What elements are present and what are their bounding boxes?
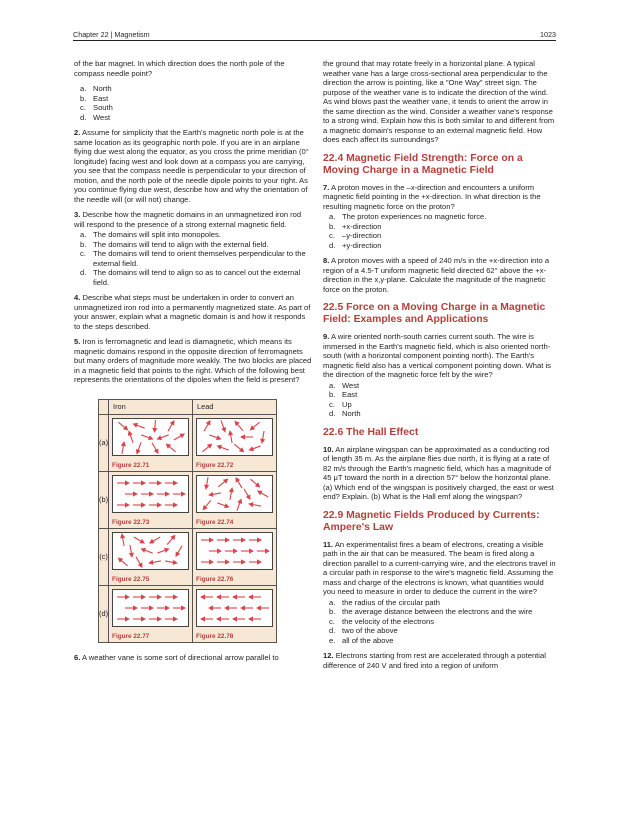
choice: b. The domains will tend to align with the external field. xyxy=(80,239,269,249)
dipole-arrow xyxy=(248,616,261,621)
question-12: 12. Electrons starting from rest are accelerated through a potential difference of 240 V and fired into a region of uniform xyxy=(323,651,546,670)
choice: a. The domains will split into monopoles. xyxy=(80,230,221,239)
dipole-arrow xyxy=(157,491,170,496)
dipole-arrow xyxy=(125,491,138,496)
dipole-arrow xyxy=(240,434,253,439)
choice: d. two of the above xyxy=(329,626,398,635)
dipole-arrow xyxy=(157,546,171,555)
dipole-arrow xyxy=(233,419,245,432)
choice: c. South xyxy=(80,103,113,112)
dipole-arrow xyxy=(217,476,230,488)
dipole-arrow xyxy=(249,477,262,489)
dipole-arrow xyxy=(117,420,130,432)
right-column xyxy=(323,59,557,670)
dipole-arrow xyxy=(126,429,135,443)
dipole-arrow xyxy=(242,487,253,501)
dipole-arrow xyxy=(156,432,170,441)
chapter-header: Chapter 22 | Magnetism xyxy=(73,30,150,39)
dipole-arrow xyxy=(201,441,214,453)
question-3-choices xyxy=(74,230,312,287)
left-column xyxy=(74,59,312,662)
row-label: (c) xyxy=(99,528,109,585)
figure-caption: Figure 22.73 xyxy=(112,518,150,526)
dipole-arrow xyxy=(224,605,237,610)
question-8: 8. A proton moves with a speed of 240 m/s in the +x-direction into a region of a 4.5-T uniform magnetic field directed 62° above the +x-direction in the x,y-plane. Calculate the magnitude of the magnetic force on the proton. xyxy=(323,256,550,294)
figure-cell xyxy=(193,528,277,585)
choice: e. all of the above xyxy=(329,635,394,645)
dipole-arrow xyxy=(248,420,261,432)
choice: a. The proton experiences no magnetic force. xyxy=(329,212,487,221)
choice: c. The domains will tend to orient themselves perpendicular to the external field. xyxy=(80,249,306,268)
dipole-arrow xyxy=(173,431,187,442)
dipole-arrow xyxy=(201,559,214,564)
dipole-arrow xyxy=(233,559,246,564)
dipole-arrow xyxy=(165,480,178,485)
row-label: (b) xyxy=(99,471,109,528)
dipole-arrow xyxy=(148,558,162,565)
question-11: 11. An experimentalist fires a beam of electrons, creating a visible path in the air that can be measured. The beam is fired along a direction parallel to a current-carrying wire, and the electrons travel in a circular path in response to the wire's magnetic field. Assuming the mass and charge of the electrons is known, what quantities would you need to measure in order to deduce the current in the wire? xyxy=(323,539,556,596)
section-heading-22-6: 22.6 The Hall Effect xyxy=(323,426,419,438)
choice: a. the radius of the circular path xyxy=(329,597,440,607)
dipole-arrow xyxy=(149,480,162,485)
lead-column-header: Lead xyxy=(193,399,277,414)
dipole-arrow xyxy=(248,443,262,452)
dipole-arrow xyxy=(201,498,213,511)
dipole-arrow xyxy=(202,419,213,432)
question-6: 6. A weather vane is some sort of directional arrow parallel to xyxy=(74,652,279,662)
dipole-arrow xyxy=(133,616,146,621)
section-heading-22-9: 22.9 Magnetic Fields Produced by Currents: Ampere's Law xyxy=(323,509,540,533)
question-10: 10. An airplane wingspan can be approximated as a conducting rod of length 35 m. As the airplane flies due north, it is flying at a rate of 82 m/s through the Earth's magnetic field, which has a magnitude of 45 μT toward the north in a direction 57° below the horizontal plane. (a) Which end of the wingspan is positively charged, the east or west end? Explain. (b) What is the Hall emf along the wingspan? xyxy=(323,444,554,501)
dipole-arrow xyxy=(119,440,126,454)
dipole-arrow xyxy=(217,500,231,509)
question-11-choices xyxy=(323,598,557,646)
dipole-arrow xyxy=(233,476,244,489)
question-1-text: of the bar magnet. In which direction does the north pole of the compass needle point? xyxy=(74,59,285,78)
dipole-arrow xyxy=(134,441,143,455)
figure-cell xyxy=(193,471,277,528)
dipole-arrow xyxy=(200,594,213,599)
question-2: 2. Assume for simplicity that the Earth's magnetic north pole is at the same location as its geographic north pole. If you are in an airplane flying due west along the equator, as you cross the prime meridian (0° longitude) facing west and look down at a compass you are carrying, you see that the compass needle is perpendicular to your direction of motion, and the north pole of the needle dipole points to your right. As you continue flying due west, describe how and why the orientation of the needle will (or will not) change. xyxy=(74,128,309,204)
dipole-arrow xyxy=(225,548,238,553)
choice: d. West xyxy=(80,112,111,122)
row-label: (d) xyxy=(99,585,109,642)
dipole-arrow xyxy=(208,490,222,497)
figure-caption: Figure 22.71 xyxy=(112,461,150,469)
dipole-arrow xyxy=(200,616,213,621)
dipole-arrow xyxy=(166,419,177,432)
figure-cell xyxy=(193,585,277,642)
page-number: 1023 xyxy=(540,30,556,39)
dipole-arrow xyxy=(149,594,162,599)
dipole-arrow xyxy=(233,442,246,454)
question-1-choices xyxy=(74,84,312,122)
dipole-arrow xyxy=(209,548,222,553)
dipole-arrow xyxy=(259,430,266,444)
choice: d. +y-direction xyxy=(329,240,382,250)
question-9-choices xyxy=(323,381,557,419)
dipole-arrow xyxy=(133,480,146,485)
dipole-arrow xyxy=(209,432,223,441)
dipole-arrow xyxy=(116,555,129,567)
dipole-arrow xyxy=(157,605,170,610)
dipole-arrow xyxy=(150,441,161,454)
dipole-arrow xyxy=(164,441,177,453)
dipole-arrow xyxy=(141,605,154,610)
dipole-arrow xyxy=(165,502,178,507)
dipole-arrow xyxy=(165,616,178,621)
choice: b. +x-direction xyxy=(329,221,382,231)
dipole-arrow xyxy=(249,537,262,542)
dipole-arrow xyxy=(249,559,262,564)
figure-cell xyxy=(193,414,277,471)
dipole-arrow xyxy=(165,558,179,565)
question-5: 5. Iron is ferromagnetic and lead is diamagnetic, which means its magnetic domains respond in the opposite direction of ferromagnets but many orders of magnitude more weakly. The two blocks are placed in a magnetic field that points to the right. Which of the following best represents the orientations of the dipoles when the field is present? xyxy=(74,337,312,384)
choice: b. East xyxy=(80,93,109,103)
question-7-choices xyxy=(323,212,557,250)
dipole-arrow xyxy=(148,534,162,545)
dipole-arrow xyxy=(140,546,154,555)
figure-caption: Figure 22.76 xyxy=(196,575,234,583)
figure-cell xyxy=(109,414,193,471)
dipole-arrow xyxy=(132,421,146,430)
dipole-arrow xyxy=(149,616,162,621)
figure-caption: Figure 22.74 xyxy=(196,518,234,526)
figure-caption: Figure 22.72 xyxy=(196,461,234,469)
dipole-arrow xyxy=(133,594,146,599)
dipole-arrow xyxy=(117,616,130,621)
question-6-continued: the ground that may rotate freely in a horizontal plane. A typical weather vane has a large cross-sectional area perpendicular to the direction the arrow is pointing, like a "One Way" street sign. The purpose of the weather vane is to indicate the direction of the wind. As wind blows past the weather vane, it tends to orient the arrow in the same direction as the wind. Consider a weather vane's response to a strong wind. Explain how this is both similar to and different from a magnetic domain's response to an external magnetic field. How does each affect its surroundings? xyxy=(323,59,555,144)
dipole-arrow xyxy=(232,616,245,621)
dipole-arrow xyxy=(216,443,230,452)
corner-cell xyxy=(99,399,109,414)
dipole-arrow xyxy=(219,419,228,433)
choice: d. The domains will tend to align so as to cancel out the external field. xyxy=(80,268,301,287)
dipole-arrow xyxy=(127,544,134,558)
header-rule xyxy=(73,40,556,41)
dipole-arrow xyxy=(216,616,229,621)
question-9: 9. A wire oriented north-south carries current south. The wire is immersed in the Earth's magnetic field, which is also oriented north-south (with a horizontal component pointing north). The Earth's magnetic field also has a vertical component pointing down. What is the direction of the magnetic force felt by the wire? xyxy=(323,332,551,379)
dipole-arrow xyxy=(257,548,270,553)
dipole-arrow xyxy=(117,502,130,507)
dipole-arrow xyxy=(256,605,269,610)
dipole-arrow xyxy=(117,480,130,485)
dipole-arrow xyxy=(227,429,234,443)
figure-caption: Figure 22.75 xyxy=(112,575,150,583)
question-4: 4. Describe what steps must be undertaken in order to convert an unmagnetized iron rod into a permanently magnetized state. As part of your answer, explain what a magnetic domain is and how it responds to the steps described. xyxy=(74,293,311,331)
question-3: 3. Describe how the magnetic domains in an unmagnetized iron rod will respond to the presence of a strong external magnetic field. xyxy=(74,210,302,229)
dipole-arrow xyxy=(117,594,130,599)
dipole-arrow xyxy=(241,548,254,553)
dipole-arrow xyxy=(208,605,221,610)
dipole-arrow xyxy=(133,534,147,545)
dipole-arrow xyxy=(133,502,146,507)
figure-cell xyxy=(109,585,193,642)
choice: d. North xyxy=(329,409,361,418)
dipole-arrow xyxy=(227,486,234,500)
dipole-arrow xyxy=(134,555,145,568)
choice: c. Up xyxy=(329,399,352,409)
dipole-arrow xyxy=(165,533,177,546)
choice: c. –y-direction xyxy=(329,231,382,240)
figure-caption: Figure 22.77 xyxy=(112,632,150,640)
dipole-figure-table xyxy=(98,399,276,643)
dipole-arrow xyxy=(240,605,253,610)
choice: b. East xyxy=(329,390,358,399)
dipole-arrow xyxy=(232,594,245,599)
dipole-arrow xyxy=(119,533,126,546)
row-label: (a) xyxy=(99,414,109,471)
dipole-arrow xyxy=(173,544,184,558)
dipole-arrow xyxy=(141,432,155,441)
choice: c. the velocity of the electrons xyxy=(329,616,435,626)
section-heading-22-4: 22.4 Magnetic Field Strength: Force on a Moving Charge in a Magnetic Field xyxy=(323,152,523,176)
dipole-arrow xyxy=(248,501,262,508)
choice: b. the average distance between the electrons and the wire xyxy=(329,607,533,616)
dipole-arrow xyxy=(165,594,178,599)
dipole-arrow xyxy=(201,537,214,542)
dipole-arrow xyxy=(203,476,210,490)
dipole-arrow xyxy=(149,502,162,507)
dipole-arrow xyxy=(233,537,246,542)
dipole-arrow xyxy=(256,488,270,499)
dipole-arrow xyxy=(173,605,186,610)
section-heading-22-5: 22.5 Force on a Moving Charge in a Magnetic Field: Examples and Applications xyxy=(323,302,546,325)
dipole-arrow xyxy=(248,594,261,599)
dipole-arrow xyxy=(141,491,154,496)
figure-caption: Figure 22.78 xyxy=(196,632,234,640)
choice: a. West xyxy=(329,380,360,390)
figure-cell xyxy=(109,528,193,585)
dipole-arrow xyxy=(217,537,230,542)
question-7: 7. A proton moves in the –x-direction and encounters a uniform magnetic field pointing in the +x-direction. In what direction is the resulting magnetic force on the proton? xyxy=(323,182,541,211)
dipole-arrow xyxy=(217,559,230,564)
dipole-arrow xyxy=(152,419,158,432)
figure-cell xyxy=(109,471,193,528)
dipole-arrow xyxy=(216,594,229,599)
choice: a. North xyxy=(80,84,112,93)
dipole-arrow xyxy=(235,497,244,511)
dipole-arrow xyxy=(173,491,186,496)
iron-column-header: Iron xyxy=(109,399,193,414)
dipole-arrow xyxy=(125,605,138,610)
